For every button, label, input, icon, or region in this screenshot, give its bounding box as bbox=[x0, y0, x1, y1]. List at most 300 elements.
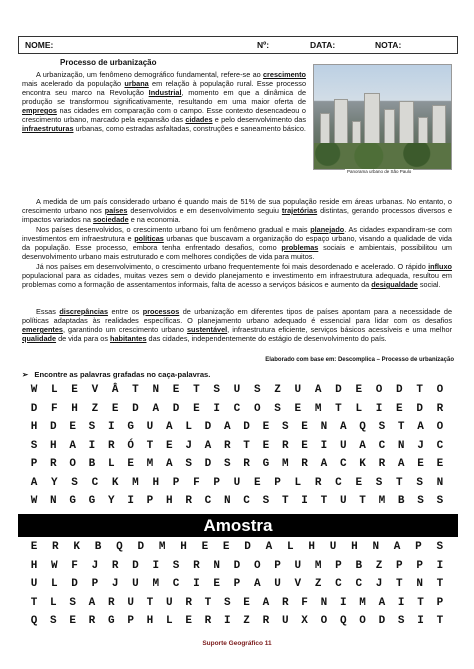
letter-cell[interactable]: S bbox=[88, 421, 96, 433]
letter-cell[interactable]: P bbox=[172, 476, 180, 489]
letter-cell[interactable]: A bbox=[417, 421, 424, 433]
letter-cell[interactable]: A bbox=[30, 476, 38, 489]
letter-cell[interactable]: U bbox=[233, 476, 241, 489]
letter-cell[interactable]: C bbox=[378, 439, 386, 452]
letter-cell[interactable]: H bbox=[165, 495, 173, 507]
letter-cell[interactable]: Ó bbox=[127, 439, 134, 452]
letter-cell[interactable]: U bbox=[165, 596, 173, 609]
letter-cell[interactable]: A bbox=[378, 596, 386, 609]
letter-cell[interactable]: E bbox=[253, 476, 261, 489]
letter-cell[interactable]: E bbox=[355, 476, 363, 489]
letter-cell[interactable]: T bbox=[193, 384, 200, 396]
letter-cell[interactable]: C bbox=[233, 402, 241, 415]
letter-cell[interactable]: M bbox=[146, 458, 154, 470]
letter-cell[interactable]: O bbox=[253, 402, 261, 415]
letter-cell[interactable]: O bbox=[69, 458, 76, 470]
text-run: urbanas, como estradas asfaltadas, construções e saneamento básico. bbox=[73, 124, 306, 133]
letter-cell[interactable]: F bbox=[301, 596, 308, 609]
letter-cell[interactable]: D bbox=[137, 541, 145, 553]
letter-cell[interactable]: S bbox=[436, 541, 444, 553]
letter-cell[interactable]: Q bbox=[30, 615, 38, 627]
letter-cell[interactable]: E bbox=[127, 458, 134, 470]
letter-cell[interactable]: R bbox=[111, 559, 119, 572]
letter-cell[interactable]: D bbox=[132, 559, 139, 572]
letter-cell[interactable]: S bbox=[69, 596, 76, 609]
letter-cell[interactable]: C bbox=[204, 495, 212, 507]
letter-cell[interactable]: E bbox=[201, 541, 209, 553]
letter-cell[interactable]: E bbox=[69, 615, 76, 627]
text-run: das cidades, independentemente do estágio de desenvolvimento do país. bbox=[146, 334, 387, 343]
letter-cell[interactable]: O bbox=[375, 384, 383, 396]
letter-cell[interactable]: J bbox=[111, 578, 119, 590]
letter-cell[interactable]: N bbox=[397, 439, 405, 452]
letter-cell[interactable]: C bbox=[172, 578, 180, 590]
keyword: desigualdade bbox=[371, 280, 418, 289]
letter-cell[interactable]: M bbox=[314, 402, 322, 415]
letter-cell[interactable]: Z bbox=[91, 402, 99, 415]
letter-cell[interactable]: S bbox=[281, 421, 289, 433]
letter-cell[interactable]: F bbox=[71, 559, 78, 572]
letter-cell[interactable]: V bbox=[294, 578, 302, 590]
sao-paulo-photo bbox=[313, 64, 452, 170]
letter-cell[interactable]: B bbox=[355, 559, 363, 572]
letter-cell[interactable]: A bbox=[152, 402, 160, 415]
letter-cell[interactable]: T bbox=[132, 384, 139, 396]
letter-cell[interactable]: U bbox=[127, 596, 134, 609]
keyword: sociedade bbox=[92, 215, 129, 224]
letter-cell[interactable]: O bbox=[320, 615, 328, 627]
letter-cell[interactable]: I bbox=[213, 402, 220, 415]
letter-cell[interactable]: G bbox=[262, 458, 270, 470]
letter-cell[interactable]: I bbox=[339, 596, 347, 609]
letter-cell[interactable]: R bbox=[88, 615, 96, 627]
letter-cell[interactable]: A bbox=[320, 458, 328, 470]
letter-cell[interactable]: S bbox=[253, 384, 261, 396]
letter-cell[interactable]: I bbox=[436, 559, 444, 572]
letter-cell[interactable]: T bbox=[204, 596, 212, 609]
letter-cell[interactable]: J bbox=[375, 578, 383, 590]
letter-cell[interactable]: E bbox=[30, 541, 38, 553]
letter-cell[interactable]: U bbox=[146, 421, 154, 433]
letter-cell[interactable]: K bbox=[111, 476, 119, 489]
letter-cell[interactable]: E bbox=[417, 458, 424, 470]
letter-cell[interactable]: X bbox=[301, 615, 308, 627]
letter-cell[interactable]: A bbox=[397, 458, 405, 470]
letter-cell[interactable]: T bbox=[436, 615, 444, 627]
letter-cell[interactable]: J bbox=[417, 439, 424, 452]
letter-cell[interactable]: D bbox=[50, 421, 57, 433]
letter-cell[interactable]: I bbox=[397, 596, 405, 609]
letter-cell[interactable]: Â bbox=[111, 384, 119, 396]
letter-cell[interactable]: E bbox=[396, 402, 403, 415]
letter-cell[interactable]: E bbox=[243, 596, 250, 609]
letter-cell[interactable]: T bbox=[396, 578, 403, 590]
letter-cell[interactable]: H bbox=[50, 439, 57, 452]
letter-cell[interactable]: S bbox=[397, 615, 405, 627]
letter-cell[interactable]: Z bbox=[375, 559, 383, 572]
letter-cell[interactable]: U bbox=[274, 578, 281, 590]
letter-cell[interactable]: S bbox=[50, 615, 57, 627]
letter-cell[interactable]: D bbox=[243, 421, 250, 433]
letter-cell[interactable]: M bbox=[132, 476, 139, 489]
letter-cell[interactable]: M bbox=[314, 559, 322, 572]
letter-cell[interactable]: D bbox=[233, 559, 241, 572]
letter-cell[interactable]: S bbox=[223, 458, 231, 470]
letter-cell[interactable]: H bbox=[152, 476, 160, 489]
letter-cell[interactable]: R bbox=[262, 615, 270, 627]
letter-cell[interactable]: C bbox=[243, 495, 250, 507]
letter-cell[interactable]: M bbox=[378, 495, 386, 507]
letter-cell[interactable]: T bbox=[146, 596, 154, 609]
keyword: sustentável bbox=[187, 325, 228, 334]
letter-cell[interactable]: L bbox=[287, 541, 294, 553]
letter-cell[interactable]: A bbox=[262, 596, 270, 609]
letter-cell[interactable]: S bbox=[436, 495, 444, 507]
letter-cell[interactable]: T bbox=[417, 596, 424, 609]
letter-cell[interactable]: C bbox=[335, 578, 342, 590]
letter-cell[interactable]: B bbox=[397, 495, 405, 507]
letter-cell[interactable]: H bbox=[30, 559, 38, 572]
letter-cell[interactable]: L bbox=[108, 458, 115, 470]
text-run: , momento em que a dinâmica de produção se transformou significativamente, resultando em uma maior oferta de bbox=[22, 88, 307, 106]
letter-cell[interactable]: M bbox=[359, 596, 366, 609]
letter-cell[interactable]: S bbox=[417, 495, 424, 507]
letter-cell[interactable]: I bbox=[223, 615, 231, 627]
letter-cell[interactable]: T bbox=[397, 421, 405, 433]
letter-cell[interactable]: C bbox=[91, 476, 99, 489]
letter-cell[interactable]: G bbox=[88, 495, 96, 507]
letter-cell[interactable]: R bbox=[193, 559, 200, 572]
letter-cell[interactable]: C bbox=[355, 578, 363, 590]
letter-cell[interactable]: E bbox=[301, 421, 308, 433]
letter-cell[interactable]: A bbox=[339, 421, 347, 433]
letter-cell[interactable]: U bbox=[339, 495, 347, 507]
letter-cell[interactable]: T bbox=[335, 402, 342, 415]
keyword: influxo bbox=[428, 262, 452, 271]
letter-cell[interactable]: A bbox=[223, 421, 231, 433]
text-run: Essas bbox=[36, 307, 60, 316]
letter-cell[interactable]: B bbox=[88, 458, 96, 470]
letter-cell[interactable]: S bbox=[71, 476, 78, 489]
letter-cell[interactable]: M bbox=[158, 541, 166, 553]
letter-cell[interactable]: R bbox=[243, 458, 250, 470]
grade-label: NOTA: bbox=[375, 40, 402, 50]
letter-cell[interactable]: F bbox=[193, 476, 200, 489]
letter-cell[interactable]: R bbox=[50, 458, 57, 470]
keyword: habitantes bbox=[110, 334, 147, 343]
letter-cell[interactable]: A bbox=[253, 578, 261, 590]
letter-cell[interactable]: D bbox=[244, 541, 251, 553]
letter-cell[interactable]: N bbox=[416, 578, 423, 590]
letter-cell[interactable]: D bbox=[204, 421, 212, 433]
letter-cell[interactable]: R bbox=[301, 458, 308, 470]
keyword: empregos bbox=[22, 106, 57, 115]
letter-cell[interactable]: D bbox=[204, 458, 212, 470]
letter-cell[interactable]: T bbox=[146, 439, 154, 452]
word-search-row bbox=[28, 541, 446, 555]
letter-cell[interactable]: S bbox=[223, 596, 231, 609]
text-run: A medida de um país considerado urbano é quando mais de 51% de sua população reside em áreas urbanas. No entanto, o crescimento urbano nos bbox=[22, 197, 452, 215]
letter-cell[interactable]: N bbox=[320, 596, 328, 609]
letter-cell[interactable]: Q bbox=[359, 421, 366, 433]
letter-cell[interactable]: U bbox=[281, 615, 289, 627]
letter-cell[interactable]: C bbox=[436, 439, 444, 452]
letter-cell[interactable]: S bbox=[213, 384, 220, 396]
letter-cell[interactable]: H bbox=[146, 615, 154, 627]
letter-cell[interactable]: P bbox=[396, 559, 403, 572]
letter-cell[interactable]: E bbox=[111, 402, 119, 415]
letter-cell[interactable]: S bbox=[30, 439, 38, 452]
letter-cell[interactable]: A bbox=[265, 541, 273, 553]
keyword: Industrial bbox=[148, 88, 182, 97]
sample-watermark-banner: Amostra bbox=[18, 514, 458, 537]
letter-cell[interactable]: D bbox=[30, 402, 38, 415]
student-header-box bbox=[18, 36, 458, 54]
word-search-row bbox=[28, 440, 446, 454]
letter-cell[interactable]: O bbox=[359, 615, 366, 627]
letter-cell[interactable]: E bbox=[222, 541, 230, 553]
letter-cell[interactable]: T bbox=[416, 384, 423, 396]
letter-cell[interactable]: I bbox=[88, 439, 96, 452]
letter-cell[interactable]: R bbox=[281, 596, 289, 609]
keyword: planejado bbox=[310, 225, 345, 234]
letter-cell[interactable]: W bbox=[30, 495, 38, 507]
letter-cell[interactable]: T bbox=[436, 578, 444, 590]
article-paragraph bbox=[22, 197, 452, 224]
letter-cell[interactable]: N bbox=[372, 541, 380, 553]
letter-cell[interactable]: L bbox=[185, 421, 192, 433]
letter-cell[interactable]: L bbox=[50, 578, 58, 590]
letter-cell[interactable]: I bbox=[320, 439, 328, 452]
letter-cell[interactable]: H bbox=[71, 402, 78, 415]
letter-cell[interactable]: T bbox=[243, 439, 250, 452]
letter-cell[interactable]: L bbox=[294, 476, 302, 489]
letter-cell[interactable]: A bbox=[165, 421, 173, 433]
letter-cell[interactable]: G bbox=[127, 421, 134, 433]
letter-cell[interactable]: L bbox=[355, 402, 363, 415]
letter-cell[interactable]: R bbox=[314, 476, 322, 489]
letter-cell[interactable]: N bbox=[152, 384, 160, 396]
letter-cell[interactable]: D bbox=[335, 384, 342, 396]
letter-cell[interactable]: A bbox=[314, 384, 322, 396]
letter-cell[interactable]: A bbox=[393, 541, 401, 553]
letter-cell[interactable]: N bbox=[213, 559, 220, 572]
letter-cell[interactable]: V bbox=[91, 384, 99, 396]
letter-cell[interactable]: J bbox=[185, 439, 192, 452]
letter-cell[interactable]: Y bbox=[50, 476, 58, 489]
letter-cell[interactable]: C bbox=[335, 476, 342, 489]
letter-cell[interactable]: P bbox=[91, 578, 99, 590]
letter-cell[interactable]: H bbox=[180, 541, 187, 553]
letter-cell[interactable]: T bbox=[320, 495, 328, 507]
letter-cell[interactable]: N bbox=[320, 421, 328, 433]
text-run: sociais e ambientais, possibilitou um desenvolvimento urbano mais estruturado e com melhores condições de vida para muitos. bbox=[22, 243, 452, 261]
letter-cell[interactable]: L bbox=[50, 384, 58, 396]
letter-cell[interactable]: P bbox=[436, 596, 444, 609]
letter-cell[interactable]: E bbox=[185, 615, 192, 627]
letter-cell[interactable]: R bbox=[204, 615, 212, 627]
letter-cell[interactable]: L bbox=[165, 615, 173, 627]
letter-cell[interactable]: E bbox=[294, 402, 302, 415]
letter-cell[interactable]: W bbox=[30, 384, 38, 396]
letter-cell[interactable]: Y bbox=[108, 495, 115, 507]
letter-cell[interactable]: N bbox=[223, 495, 231, 507]
keyword: cidades bbox=[185, 115, 213, 124]
letter-cell[interactable]: U bbox=[294, 384, 302, 396]
letter-cell[interactable]: D bbox=[378, 615, 386, 627]
letter-cell[interactable]: S bbox=[262, 495, 270, 507]
text-run: mais acelerado da população bbox=[22, 79, 125, 88]
text-run: Já nos países em desenvolvimento, o crescimento urbano frequentemente foi mais desordenado e acelerado. O rápido bbox=[36, 262, 429, 271]
letter-cell[interactable]: P bbox=[415, 541, 422, 553]
letter-cell[interactable]: P bbox=[146, 495, 154, 507]
word-search-row bbox=[28, 477, 446, 491]
letter-cell[interactable]: Q bbox=[116, 541, 123, 553]
letter-cell[interactable]: P bbox=[213, 476, 220, 489]
letter-cell[interactable]: M bbox=[281, 458, 289, 470]
letter-cell[interactable]: P bbox=[30, 458, 38, 470]
letter-cell[interactable]: R bbox=[108, 596, 115, 609]
keyword: países bbox=[104, 206, 128, 215]
article-paragraph bbox=[22, 262, 452, 289]
letter-cell[interactable]: E bbox=[172, 384, 180, 396]
letter-cell[interactable]: R bbox=[436, 402, 444, 415]
letter-cell[interactable]: Z bbox=[274, 384, 281, 396]
letter-cell[interactable]: D bbox=[416, 402, 423, 415]
letter-cell[interactable]: Z bbox=[243, 615, 250, 627]
letter-cell[interactable]: K bbox=[73, 541, 81, 553]
letter-cell[interactable]: T bbox=[359, 495, 366, 507]
letter-cell[interactable]: O bbox=[436, 421, 444, 433]
letter-cell[interactable]: E bbox=[193, 402, 200, 415]
letter-cell[interactable]: H bbox=[308, 541, 315, 553]
letter-cell[interactable]: P bbox=[274, 559, 281, 572]
letter-cell[interactable]: O bbox=[436, 384, 444, 396]
letter-cell[interactable]: A bbox=[69, 439, 76, 452]
letter-cell[interactable]: B bbox=[94, 541, 102, 553]
letter-cell[interactable]: K bbox=[359, 458, 366, 470]
letter-cell[interactable]: I bbox=[108, 421, 115, 433]
letter-cell[interactable]: U bbox=[294, 559, 302, 572]
letter-cell[interactable]: P bbox=[335, 559, 342, 572]
text-run: em relação à população rural. Esse processo encontra seu marco na Revolução bbox=[22, 79, 307, 97]
letter-cell[interactable]: Q bbox=[339, 615, 347, 627]
article-title: Processo de urbanização bbox=[60, 58, 157, 67]
letter-cell[interactable]: N bbox=[50, 495, 57, 507]
letter-cell[interactable]: E bbox=[262, 439, 270, 452]
letter-cell[interactable]: R bbox=[185, 596, 192, 609]
letter-cell[interactable]: R bbox=[223, 439, 231, 452]
article-paragraph bbox=[22, 307, 452, 343]
letter-cell[interactable]: D bbox=[71, 578, 78, 590]
letter-cell[interactable]: R bbox=[52, 541, 59, 553]
text-run: , infraestrutura eficiente, serviços básicos acessíveis e uma melhor bbox=[227, 325, 453, 334]
letter-cell[interactable]: E bbox=[355, 384, 363, 396]
word-search-row bbox=[28, 560, 446, 574]
letter-cell[interactable]: I bbox=[152, 559, 160, 572]
letter-cell[interactable]: D bbox=[396, 384, 403, 396]
letter-cell[interactable]: G bbox=[108, 615, 115, 627]
letter-cell[interactable]: S bbox=[172, 559, 180, 572]
letter-cell[interactable]: E bbox=[301, 439, 308, 452]
letter-cell[interactable]: D bbox=[132, 402, 139, 415]
letter-cell[interactable]: E bbox=[69, 421, 76, 433]
letter-cell[interactable]: S bbox=[274, 402, 281, 415]
letter-cell[interactable]: H bbox=[351, 541, 358, 553]
letter-cell[interactable]: U bbox=[233, 384, 241, 396]
letter-cell[interactable]: M bbox=[152, 578, 160, 590]
letter-cell[interactable]: U bbox=[132, 578, 139, 590]
letter-cell[interactable]: R bbox=[378, 458, 386, 470]
letter-cell[interactable]: E bbox=[436, 458, 444, 470]
letter-cell[interactable]: P bbox=[127, 615, 134, 627]
letter-cell[interactable]: G bbox=[69, 495, 76, 507]
keyword: processos bbox=[142, 307, 180, 316]
letter-cell[interactable]: E bbox=[71, 384, 78, 396]
letter-cell[interactable]: I bbox=[375, 402, 383, 415]
letter-cell[interactable]: R bbox=[108, 439, 115, 452]
letter-cell[interactable]: I bbox=[127, 495, 134, 507]
letter-cell[interactable]: E bbox=[262, 421, 270, 433]
letter-cell[interactable]: D bbox=[172, 402, 180, 415]
letter-cell[interactable]: R bbox=[185, 495, 192, 507]
letter-cell[interactable]: A bbox=[204, 439, 212, 452]
letter-cell[interactable]: A bbox=[165, 458, 173, 470]
letter-cell[interactable]: P bbox=[233, 578, 241, 590]
letter-cell[interactable]: T bbox=[396, 476, 403, 489]
date-label: DATA: bbox=[310, 40, 336, 50]
letter-cell[interactable]: E bbox=[165, 439, 173, 452]
text-run: e na economia. bbox=[128, 215, 181, 224]
letter-cell[interactable]: Z bbox=[314, 578, 322, 590]
letter-cell[interactable]: I bbox=[417, 615, 424, 627]
letter-cell[interactable]: S bbox=[375, 476, 383, 489]
letter-cell[interactable]: W bbox=[50, 559, 58, 572]
letter-cell[interactable]: T bbox=[30, 596, 38, 609]
letter-cell[interactable]: P bbox=[416, 559, 423, 572]
letter-cell[interactable]: U bbox=[30, 578, 38, 590]
letter-cell[interactable]: S bbox=[378, 421, 386, 433]
letter-cell[interactable]: U bbox=[339, 439, 347, 452]
letter-cell[interactable]: A bbox=[88, 596, 96, 609]
photo-caption: Panorama urbano de São Paulo bbox=[347, 169, 412, 174]
text-run: A urbanização, um fenômeno demográfico fundamental, refere-se ao bbox=[36, 70, 263, 79]
word-search-row bbox=[28, 421, 446, 435]
letter-cell[interactable]: S bbox=[416, 476, 423, 489]
letter-cell[interactable]: H bbox=[30, 421, 38, 433]
keyword: trajetórias bbox=[281, 206, 318, 215]
letter-cell[interactable]: S bbox=[185, 458, 192, 470]
letter-cell[interactable]: U bbox=[329, 541, 337, 553]
letter-cell[interactable]: P bbox=[274, 476, 281, 489]
letter-cell[interactable]: E bbox=[213, 578, 220, 590]
letter-cell[interactable]: R bbox=[281, 439, 289, 452]
word-search-row bbox=[28, 495, 446, 509]
letter-cell[interactable]: O bbox=[253, 559, 261, 572]
letter-cell[interactable]: A bbox=[359, 439, 366, 452]
letter-cell[interactable]: T bbox=[281, 495, 289, 507]
keyword: urbana bbox=[124, 79, 149, 88]
keyword: infraestruturas bbox=[22, 124, 74, 133]
word-search-row bbox=[28, 578, 446, 592]
letter-cell[interactable]: F bbox=[50, 402, 58, 415]
letter-cell[interactable]: I bbox=[193, 578, 200, 590]
letter-cell[interactable]: I bbox=[301, 495, 308, 507]
letter-cell[interactable]: C bbox=[339, 458, 347, 470]
letter-cell[interactable]: L bbox=[50, 596, 57, 609]
letter-cell[interactable]: N bbox=[436, 476, 444, 489]
letter-cell[interactable]: J bbox=[91, 559, 99, 572]
